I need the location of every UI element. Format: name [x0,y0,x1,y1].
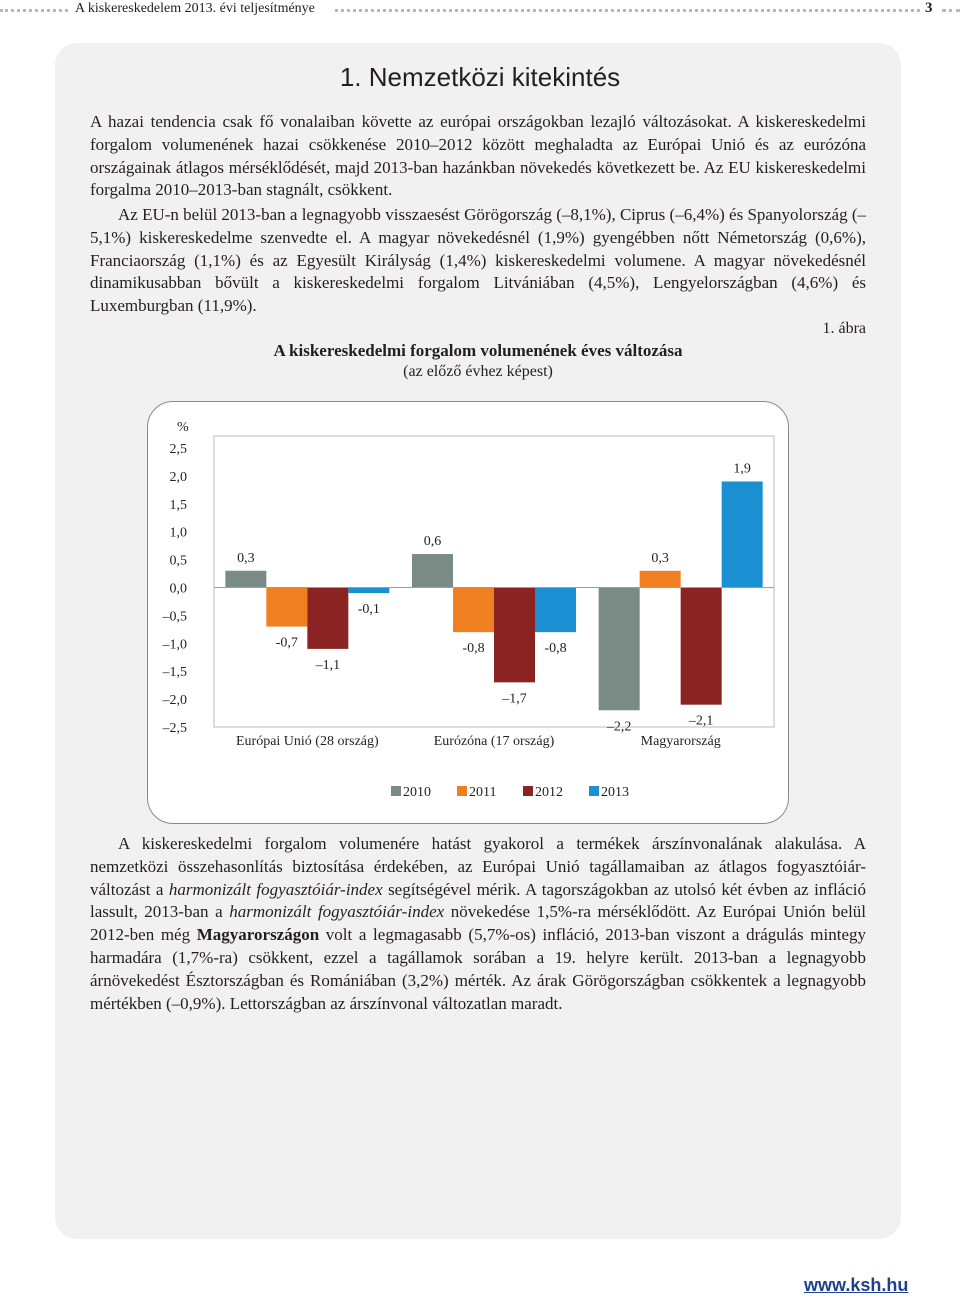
bar-2010 [225,571,266,588]
legend-swatch-2012 [523,786,533,796]
paragraph-3-hicp-term-1: harmonizált fogyasztóiár-index [168,879,383,899]
y-tick-label: 1,5 [169,497,187,513]
y-tick-label: –2,0 [162,693,187,709]
paragraph-3-text-d: volt a legmagasabb (5,7%-os) infláció, 2013-ban viszont a drágulás mintegy harmadára (1,7%-ra) csökkent, ezzel a tagállamok sorában a 19. helyre került. 2013-ban a legnagyobb árnövekedést Észtországban és Romániában (3,2%) mérték. Az árak Görögországban csökkentek a legnagyobb mértékben (–0,9%). Lettországban az árszínvonal változatlan maradt. [90,925,866,1013]
paragraph-3-text-c: növekedése 1,5%-ra mérséklődött. Az Európai Unión belül 2012-ben még [90,902,867,945]
header-dotted-rule-left [0,9,68,12]
data-label: 0,3 [237,550,255,566]
bar-2012 [494,588,535,683]
data-label: -0,1 [357,602,380,618]
y-tick-label: 2,5 [169,442,187,457]
bar-2011 [453,588,494,633]
bar-2013 [348,588,389,594]
y-tick-label: 2,0 [169,469,187,485]
section-title: 1. Nemzetközi kitekintés [339,62,621,92]
figure-title: A kiskereskedelmi forgalom volumenének éves változása [273,341,683,360]
data-label: -0,8 [544,641,567,657]
paragraph-1: A hazai tendencia csak fő vonalaiban követte az európai országokban lezajló változásokat. A kiskereskedelmi forgalom volumenének hazai csökkenése 2010–2012 között meghaladta az Európai Unió és az eurózóna országainak átlagos mérséklődését, majd 2013-ban hazánkban növekedés következett be. Az EU kiskereskedelmi forgalma 2010–2013-ban stagnált, csökkent. [90,112,866,200]
ksh-website-link[interactable]: www.ksh.hu [804,1275,909,1295]
bar-2012 [681,588,722,705]
legend-swatch-2011 [457,786,467,796]
bar-chart [147,401,787,822]
page-header [0,0,960,22]
paragraph-3 [90,833,866,1015]
legend-label: 2010 [403,785,431,800]
bar-2010 [412,554,453,587]
legend-swatch-2013 [589,786,599,796]
y-tick-label: 0,0 [169,581,187,597]
header-dotted-rule-middle [335,9,920,12]
data-label: 0,6 [423,534,442,550]
y-tick-label: 0,5 [169,553,187,569]
page-number: 3 [922,0,936,17]
header-title: A kiskereskedelem 2013. évi teljesítménye [72,1,318,17]
category-label: Európai Unió (28 ország) [235,734,379,749]
data-label: –2,2 [606,719,632,735]
legend-label: 2011 [469,785,497,800]
y-tick-label: –2,5 [162,721,187,736]
data-label: –1,1 [315,657,341,673]
paragraph-3-text-b: segítségével mérik. A tagországokban az utolsó két évben az infláció lassult, 2013-ban a [90,879,867,922]
bar-2013 [722,481,763,587]
y-tick-label: 1,0 [169,525,187,541]
bar-2010 [599,588,640,711]
figure-label: 1. ábra [822,320,866,337]
data-label: 0,3 [651,550,669,566]
paragraph-2: Az EU-n belül 2013-ban a legnagyobb visszaesést Görögország (–8,1%), Ciprus (–6,4%) és Spanyolország (–5,1%) kiskereskedelme szenvedte el. A magyar növekedésnél (1,9%) gyengébben nőtt Németország (0,6%), Franciaország (1,1%) és az Egyesült Királyság (1,4%) kiskereskedelmi volumene. A magyar növekedésnél dinamikusabban bővült a kiskereskedelmi forgalom Litvániában (4,5%), Lengyelországban (4,6%) és Luxemburgban (11,9%). [90,205,866,316]
category-label: Eurózóna (17 ország) [433,734,555,749]
figure-subtitle: (az előző évhez képest) [403,363,553,380]
y-tick-label: –1,5 [162,665,187,681]
y-tick-label: –0,5 [162,609,187,625]
paragraph-3-bold-term: Magyarországon [196,925,320,945]
legend-label: 2012 [535,785,563,800]
data-label: 1,9 [733,461,751,477]
category-label: Magyarország [640,734,721,749]
bar-2013 [535,588,576,633]
legend-label: 2013 [601,785,629,800]
bar-2012 [307,588,348,649]
bar-2011 [266,588,307,627]
data-label: -0,8 [462,641,485,657]
y-tick-label: –1,0 [162,637,187,653]
data-label: –2,1 [688,713,714,729]
data-label: -0,7 [275,635,298,651]
y-axis-unit-label: % [177,420,189,435]
header-dotted-rule-right [942,9,960,12]
paragraph-3-hicp-term-2: harmonizált fogyasztóiár-index [229,902,445,922]
data-label: –1,7 [502,691,527,707]
legend-swatch-2010 [391,786,401,796]
paragraph-3-text-a: A kiskereskedelmi forgalom volumenére hatást gyakorol a termékek árszínvonalának alakulása. A nemzetközi összehasonlítás biztosítása érdekében, az Európai Unió tagállamaiban az átlagos fogyasztóiár-változást a [90,834,866,899]
bar-2011 [640,571,681,588]
